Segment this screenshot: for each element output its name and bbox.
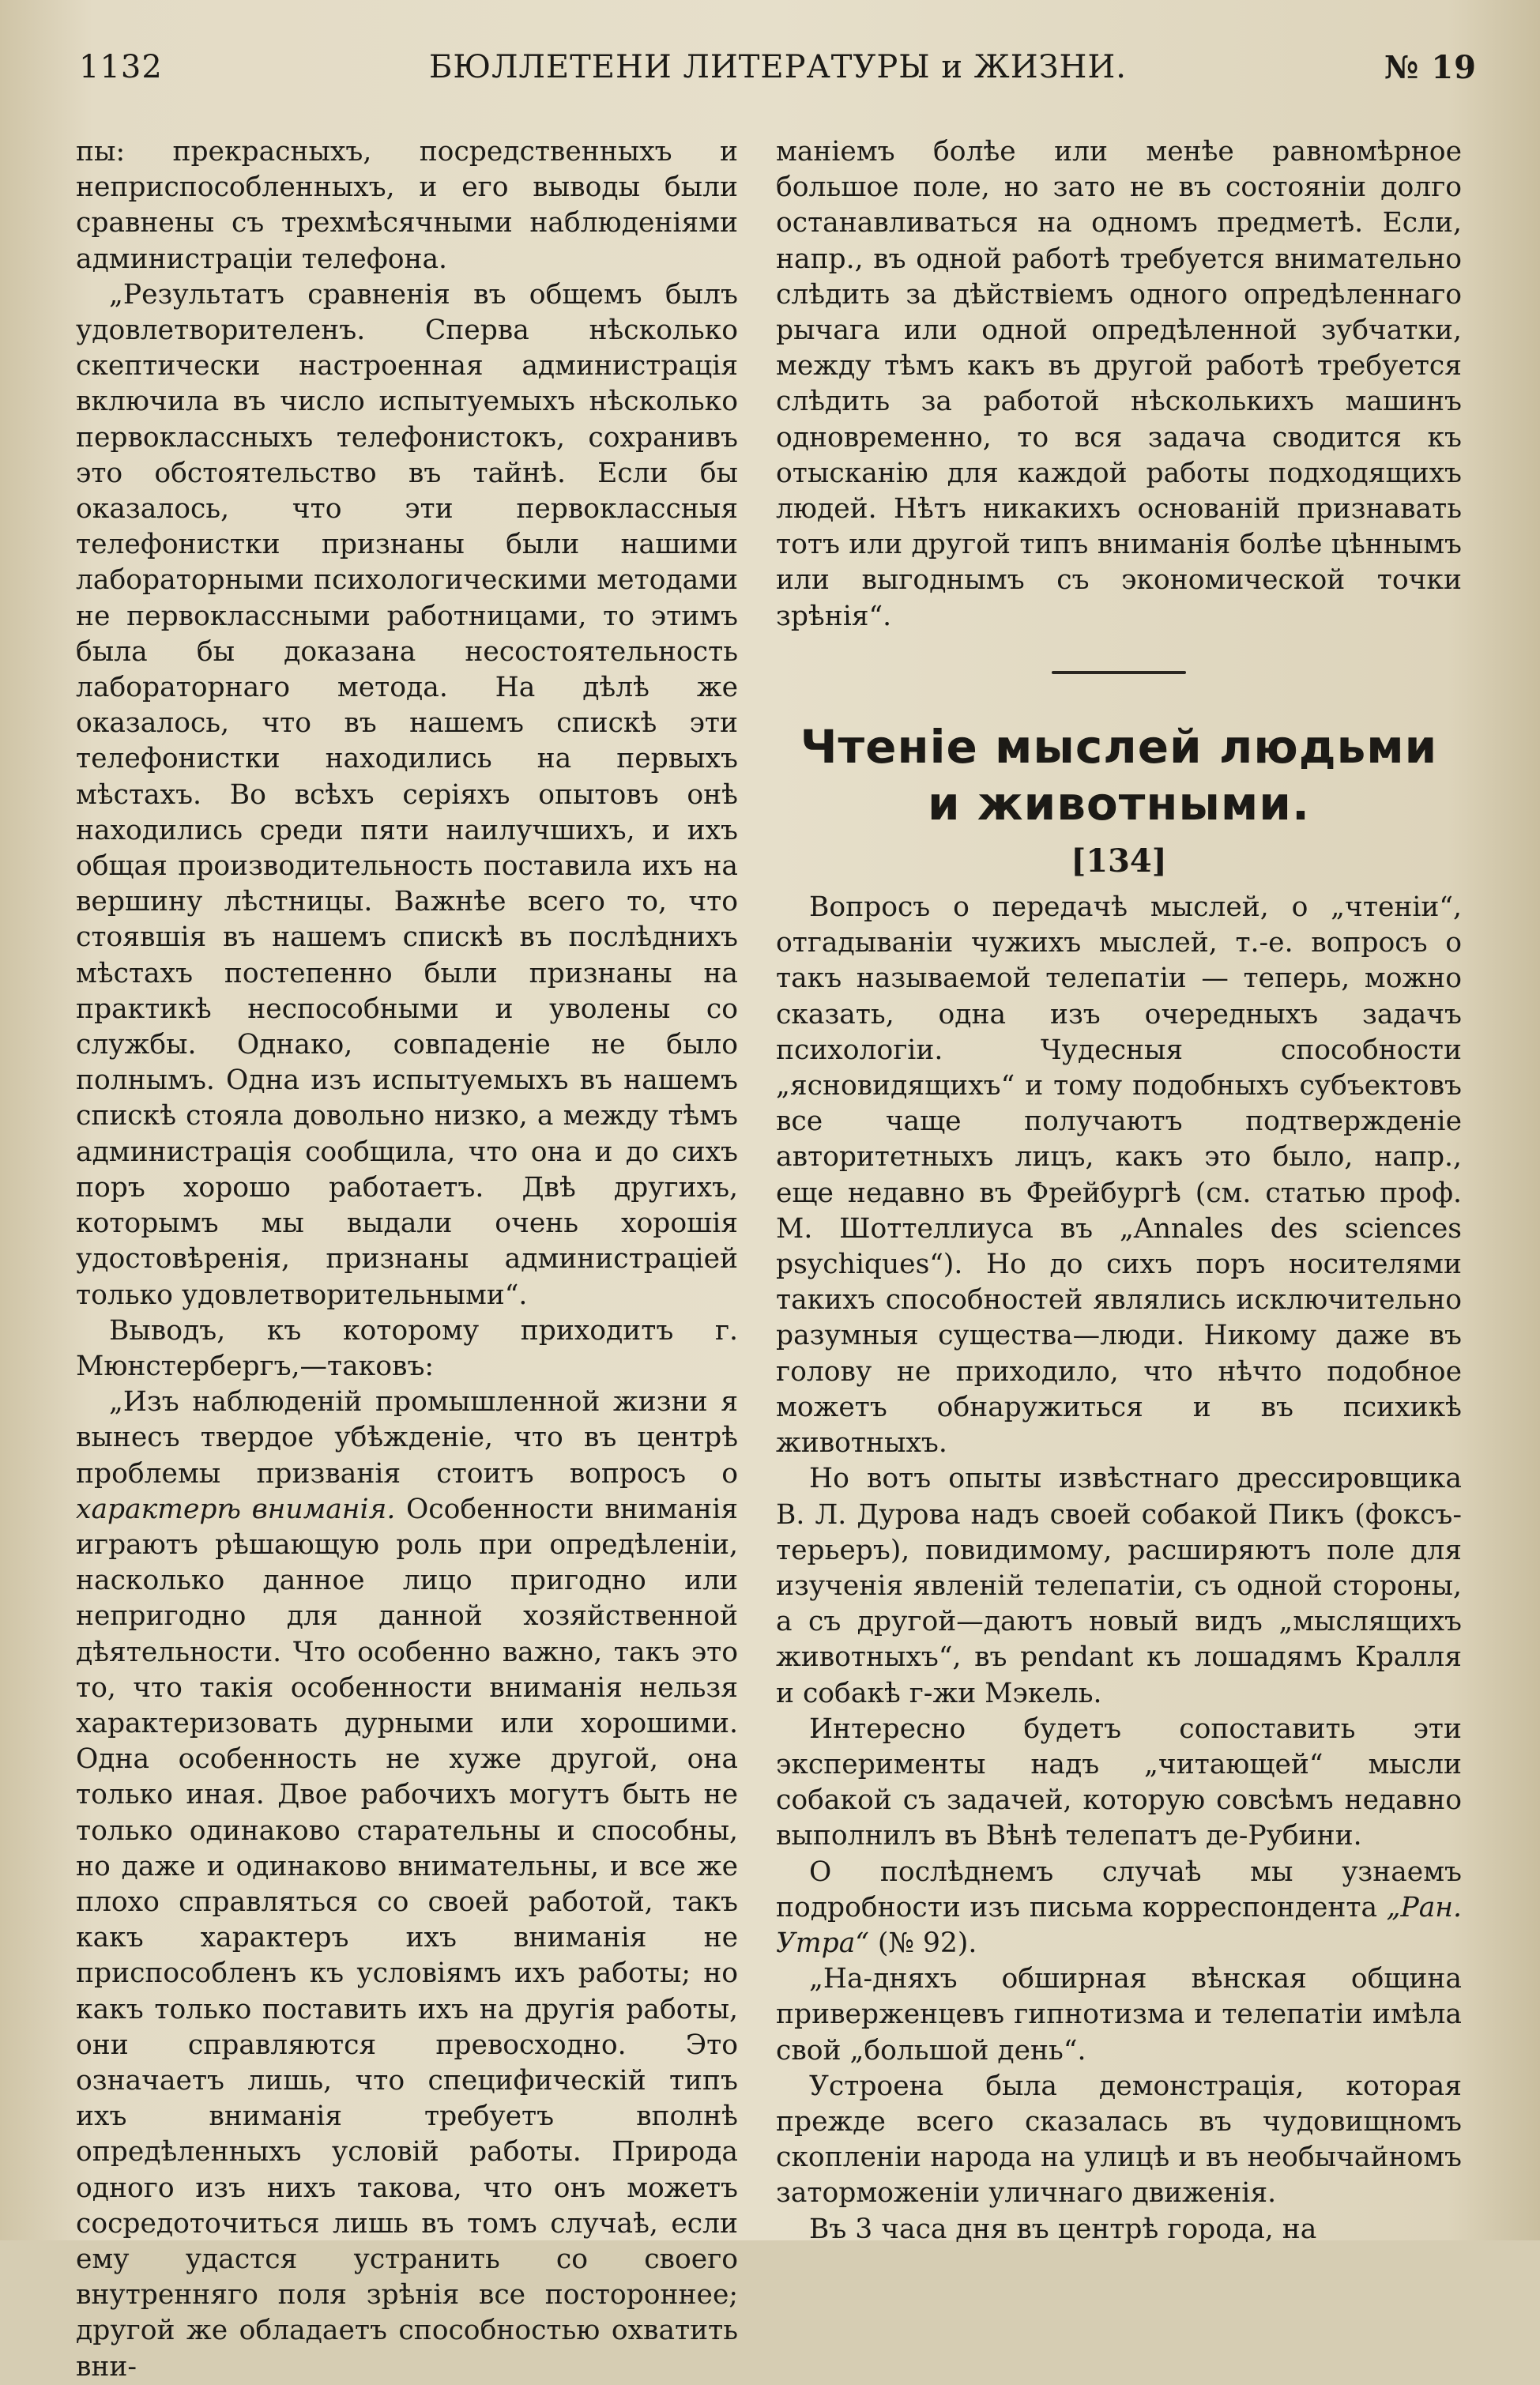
article-number: [134] [1071,842,1167,880]
paragraph: Вопросъ о передачѣ мыслей, о „чтеніи“, отгадываніи чужихъ мыслей, т.-е. вопросъ о такъ называемой телепатіи — теперь, можно сказать, одна изъ очередныхъ задачъ психологіи. Чудесныя способности „ясновидящихъ“ и тому подобныхъ субъектовъ все чаще получаютъ подтвержденіе авторитетныхъ лицъ, какъ это было, напр., еще недавно въ Фрейбургѣ (см. статью проф. М. Шоттеллиуса въ „Annales des sciences psychiques“). Но до сихъ поръ носителями такихъ способностей являлись исключительно разумныя существа—люди. Никому даже въ голову не приходило, что нѣчто подобное можетъ обнаружиться и въ психикѣ животныхъ. [776,891,1462,1460]
text-run: О послѣднемъ случаѣ мы узнаемъ подробности изъ письма корреспондента [776,1856,1462,1923]
emphasis-text: „Ран. Утра“ [776,1891,1462,1959]
paragraph [776,1855,1462,1962]
page-number: 1132 [79,49,163,85]
paragraph: Выводъ, къ которому приходитъ г. Мюнстербергъ,—таковъ: [76,1314,738,1382]
emphasis-text: характерѣ вниманія. [76,1493,396,1525]
issue-number: № 19 [1384,49,1477,86]
paragraph: маніемъ болѣе или менѣе равномѣрное большое поле, но зато не въ состояніи долго останавливаться на одномъ предметѣ. Если, напр., въ одной работѣ требуется внимательно слѣдить за дѣйствіемъ одного опредѣленнаго рычага или одной опредѣленной зубчатки, между тѣмъ какъ въ другой работѣ требуется слѣдить за работой нѣсколькихъ машинъ одновременно, то вся задача сводится къ отысканію для каждой работы подходящихъ людей. Нѣтъ никакихъ основаній признавать тотъ или другой типъ вниманія болѣе цѣннымъ или выгоднымъ съ экономической точки зрѣнія“. [776,136,1462,632]
text-run: (№ 92). [868,1927,977,1959]
paragraph: Въ 3 часа дня въ центрѣ города, на [809,2213,1317,2245]
paragraph: пы: прекрасныхъ, посредственныхъ и неприспособленныхъ, и его выводы были сравнены съ трехмѣсячными наблюденіями администраціи телефона. [76,136,738,275]
text-run: Особенности вниманія играютъ рѣшающую роль при опредѣленіи, насколько данное лицо пригодно или непригодно для данной хозяйственной дѣятельности. Что особенно важно, такъ это то, что такія особенности вниманія нельзя характеризовать дурными или хорошими. Одна особенность не хуже другой, она только иная. Двое рабочихъ могутъ быть не только одинаково старательны и способны, но даже и одинаково внимательны, и все же плохо справляться со своей работой, такъ какъ характеръ ихъ вниманія не приспособленъ къ условіямъ ихъ работы; но какъ только поставить ихъ на другія работы, они справляются превосходно. Это означаетъ лишь, что специфическій типъ ихъ вниманія требуетъ вполнѣ опредѣленныхъ условій работы. Природа одного изъ нихъ такова, что онъ можетъ сосредоточиться лишь въ томъ случаѣ, если ему удастся устранить со своего внутренняго поля зрѣнія все постороннее; другой же обладаетъ способностью охватить вни- [76,1493,738,2383]
left-column [76,134,738,2385]
paragraph: Но вотъ опыты извѣстнаго дрессировщика В. Л. Дурова надъ своей собакой Пикъ (фоксъ-терьеръ), повидимому, расширяютъ поле для изученія явленій телепатіи, съ одной стороны, а съ другой—даютъ новый видъ „мыслящихъ животныхъ“, въ pendant къ лошадямъ Кралля и собакѣ г-жи Мэкель. [776,1463,1462,1709]
paragraph: Интересно будетъ сопоставить эти эксперименты надъ „читающей“ мысли собакой съ задачей, которую совсѣмъ недавно выполнилъ въ Вѣнѣ телепатъ де-Рубини. [776,1712,1462,1852]
paragraph: Устроена была демонстрація, которая прежде всего сказалась въ чудовищномъ скопленіи народа на улицѣ и въ необычайномъ заторможеніи уличнаго движенія. [776,2070,1462,2210]
journal-title: БЮЛЛЕТЕНИ ЛИТЕРАТУРЫ и ЖИЗНИ. [429,49,1127,85]
section-divider [1052,671,1186,674]
text-run: „Изъ наблюденій промышленной жизни я вынесъ твердое убѣжденіе, что въ центрѣ проблемы призванія стоитъ вопросъ о [76,1386,738,1490]
paragraph: „Результатъ сравненія въ общемъ былъ удовлетворителенъ. Сперва нѣсколько скептически настроенная администрація включила въ число испытуемыхъ нѣсколько первоклассныхъ телефонистокъ, сохранивъ это обстоятельство въ тайнѣ. Если бы оказалось, что эти первоклассныя телефонистки признаны были нашими лабораторными психологическими методами не первоклассными работницами, то этимъ была бы доказана несостоятельность лабораторнаго метода. На дѣлѣ же оказалось, что въ нашемъ спискѣ эти телефонистки находились на первыхъ мѣстахъ. Во всѣхъ серіяхъ опытовъ онѣ находились среди пяти наилучшихъ, и ихъ общая производительность поставила ихъ на вершину лѣстницы. Важнѣе всего то, что стоявшія въ нашемъ спискѣ въ послѣднихъ мѣстахъ постепенно были признаны на практикѣ неспособными и уволены со службы. Однако, совпаденіе не было полнымъ. Одна изъ испытуемыхъ въ нашемъ спискѣ стояла довольно низко, а между тѣмъ администрація сообщила, что она и до сихъ поръ хорошо работаетъ. Двѣ другихъ, которымъ мы выдали очень хорошія удостовѣренія, признаны администраціей только удовлетворительными“. [76,278,738,1311]
right-column [776,134,1462,2247]
article-title: Чтеніе мыслей людьми и животными. [800,719,1438,831]
paragraph: „На-дняхъ обширная вѣнская община приверженцевъ гипнотизма и телепатіи имѣла свой „большой день“. [776,1963,1462,2067]
paragraph-quote [76,1385,738,2385]
running-header [79,49,1477,96]
